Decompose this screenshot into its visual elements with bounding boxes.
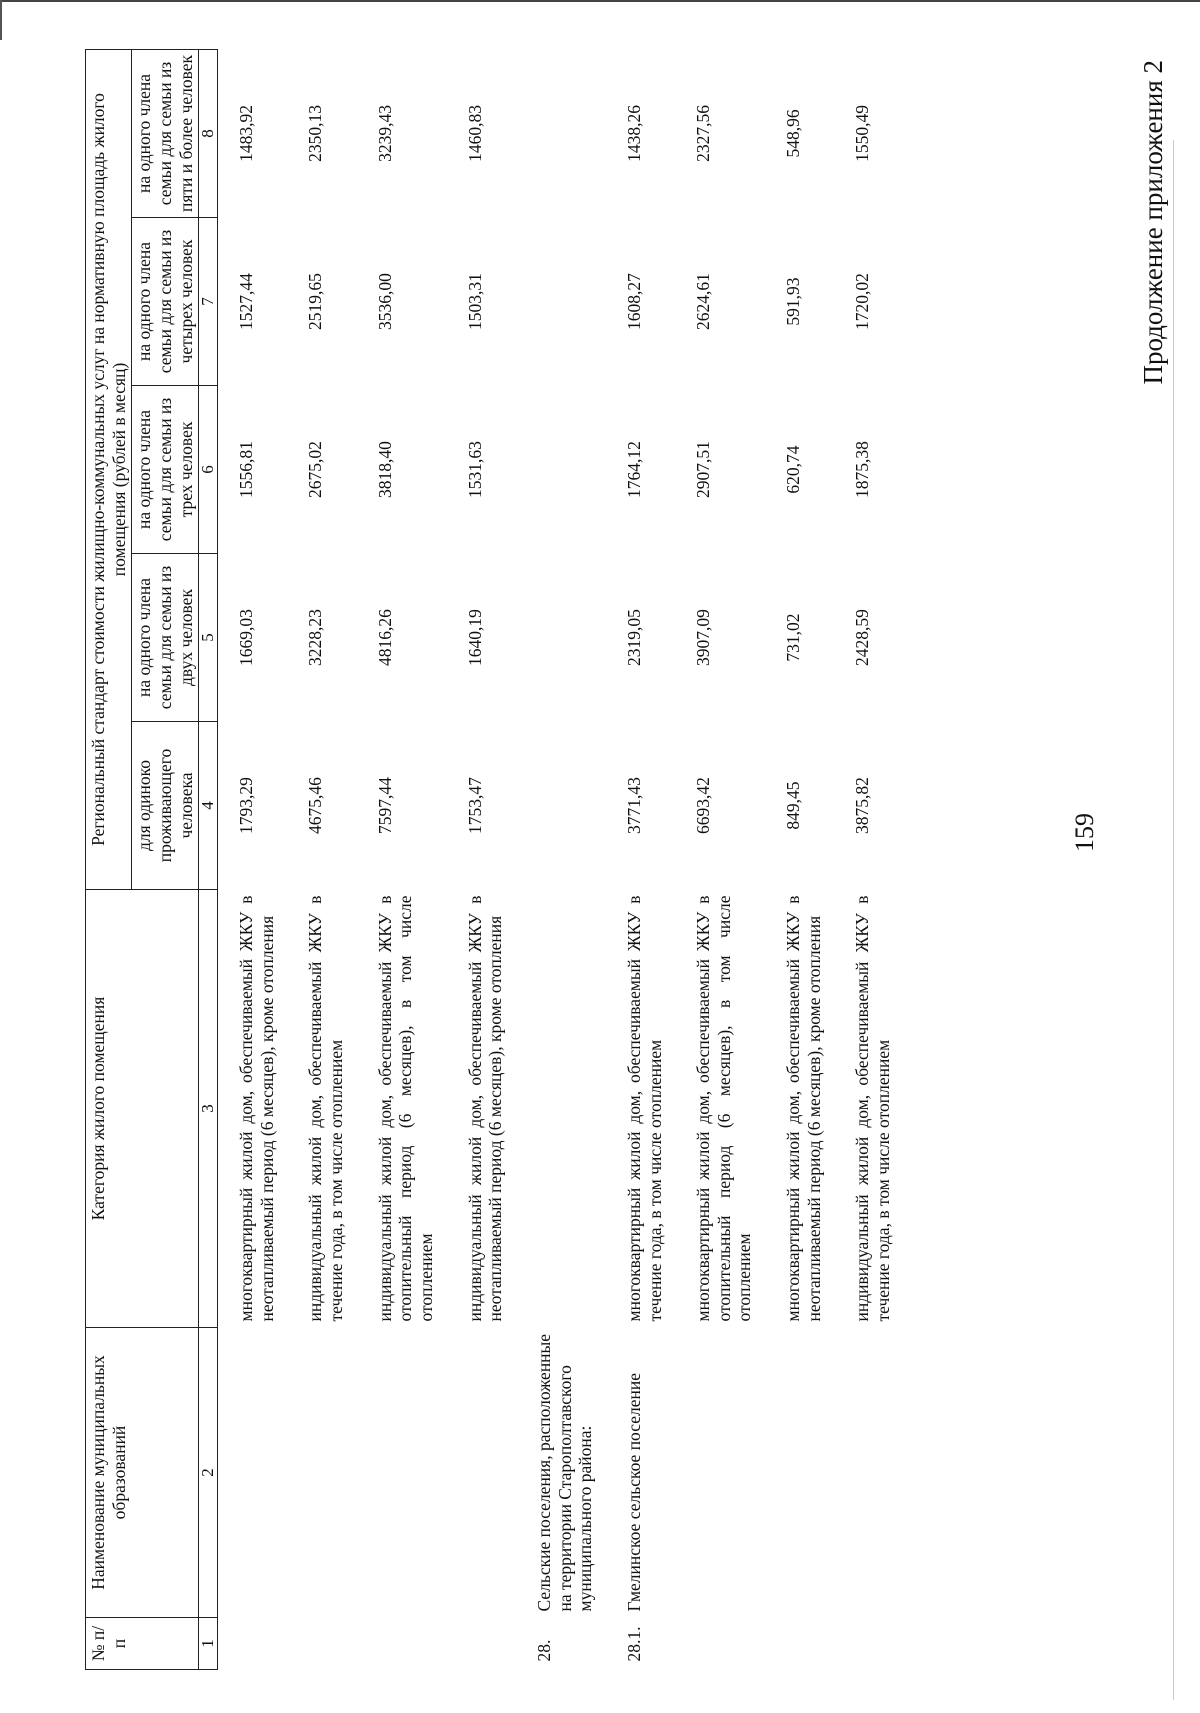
column-number: 2 (199, 1328, 218, 1618)
row-value-5: 3228,23 (305, 609, 326, 666)
table-row (675, 49, 765, 1669)
row-value-6: 1556,81 (236, 441, 257, 498)
row-municipality: Сельские поселения, расположенные на территории Старополтавского муниципального района: (533, 1333, 596, 1612)
row-municipality (357, 1328, 447, 1618)
appendix-title: Продолжение приложения 2 (1138, 60, 1168, 385)
header-name: Наименование муниципальных образований (86, 1328, 199, 1618)
row-category: многоквартирный жилой дом, обеспечиваемый ЖКУ в неотапливаемый период (6 месяцев), кроме отопления (236, 895, 277, 1322)
row-value-5: 1669,03 (236, 609, 257, 666)
column-number: 8 (199, 49, 218, 217)
row-number (447, 1618, 516, 1670)
row-value-7: 1503,31 (464, 273, 485, 330)
row-category: индивидуальный жилой дом, обеспечиваемый ЖКУ в неотапливаемый период (6 месяцев), кроме отопления (464, 895, 506, 1322)
row-value-6: 3818,40 (374, 441, 395, 498)
row-value-4: 3771,43 (623, 777, 644, 834)
row-number (287, 1618, 356, 1670)
row-category: многоквартирный жилой дом, обеспечиваемый ЖКУ в отопительный период (6 месяцев), в том числе отоплением (693, 895, 755, 1322)
header-sub-1: для одиноко проживающего человека (132, 722, 199, 890)
row-value-4: 1753,47 (464, 777, 485, 834)
row-category: многоквартирный жилой дом, обеспечиваемый ЖКУ в течение года, в том числе отоплением (623, 895, 665, 1322)
header-sub-3: на одного члена семьи для семьи из трех человек (132, 386, 199, 554)
row-value-7: 1720,02 (852, 273, 873, 330)
row-value-8: 1550,49 (852, 105, 873, 162)
column-number: 6 (199, 386, 218, 554)
table-row (606, 49, 675, 1669)
row-category: индивидуальный жилой дом, обеспечиваемый ЖКУ в отопительный период (6 месяцев), в том числе отоплением (374, 895, 437, 1322)
row-number: 28.1. (623, 1626, 644, 1662)
row-value-8: 2327,56 (693, 105, 714, 162)
row-value-5: 731,02 (783, 613, 804, 662)
row-number (675, 1618, 765, 1670)
row-number (357, 1618, 447, 1670)
row-value-4: 849,45 (783, 781, 804, 830)
row-value-6: 2675,02 (305, 441, 326, 498)
row-value-7: 3536,00 (374, 273, 395, 330)
row-value-4: 4675,46 (305, 777, 326, 834)
column-number: 7 (199, 218, 218, 386)
row-municipality (218, 1328, 288, 1618)
table-row (218, 49, 288, 1669)
row-value-6: 1875,38 (852, 441, 873, 498)
header-sub-2: на одного члена семьи для семьи из двух человек (132, 554, 199, 722)
row-value-4: 1793,29 (236, 777, 257, 834)
row-municipality: Гмелинское сельское поселение (623, 1373, 644, 1612)
header-category: Категория жилого помещения (86, 890, 199, 1328)
row-value-5 (516, 554, 606, 722)
row-municipality (765, 1328, 834, 1618)
row-value-5: 2319,05 (623, 609, 644, 666)
row-value-8: 1483,92 (236, 105, 257, 162)
row-value-4: 3875,82 (852, 777, 873, 834)
header-sub-4: на одного члена семьи для семьи из четырех человек (132, 218, 199, 386)
row-value-8 (516, 49, 606, 217)
row-number (765, 1618, 834, 1670)
scan-edge-left (0, 0, 2, 40)
header-num: № п/п (86, 1618, 199, 1670)
row-municipality (447, 1328, 516, 1618)
row-value-8: 3239,43 (374, 105, 395, 162)
row-category (516, 890, 606, 1328)
row-municipality (675, 1328, 765, 1618)
row-category: индивидуальный жилой дом, обеспечиваемый ЖКУ в течение года, в том числе отоплением (305, 895, 347, 1322)
page-number: 159 (1070, 813, 1099, 852)
table-row (834, 49, 903, 1669)
row-number (218, 1618, 288, 1670)
row-number (834, 1618, 903, 1670)
row-value-5: 1640,19 (464, 609, 485, 666)
row-value-7: 591,93 (783, 277, 804, 326)
page-content (50, 20, 1190, 1710)
column-number: 5 (199, 554, 218, 722)
column-number: 1 (199, 1618, 218, 1670)
row-number: 28. (533, 1639, 554, 1662)
row-value-7: 1527,44 (236, 273, 257, 330)
column-number: 4 (199, 722, 218, 890)
table-row (287, 49, 356, 1669)
row-value-4: 6693,42 (693, 777, 714, 834)
row-category: индивидуальный жилой дом, обеспечиваемый ЖКУ в течение года, в том числе отоплением (852, 895, 894, 1322)
row-value-7: 2519,65 (305, 273, 326, 330)
row-value-6: 1531,63 (464, 441, 485, 498)
table-row (765, 49, 834, 1669)
row-value-5: 4816,26 (374, 609, 395, 666)
row-value-4 (516, 722, 606, 890)
row-value-5: 2428,59 (852, 609, 873, 666)
row-value-8: 548,96 (783, 109, 804, 158)
row-value-5: 3907,09 (693, 609, 714, 666)
row-value-7: 2624,61 (693, 273, 714, 330)
table-row (357, 49, 447, 1669)
scan-edge-top (0, 0, 1200, 2)
table-row (516, 49, 606, 1669)
row-category: многоквартирный жилой дом, обеспечиваемый ЖКУ в неотапливаемый период (6 месяцев), кроме отопления (783, 895, 824, 1322)
table-body (218, 49, 904, 1669)
header-sub-5: на одного члена семьи для семьи из пяти и более человек (132, 49, 199, 217)
rotated-page (50, 20, 1190, 1710)
row-value-6: 620,74 (783, 445, 804, 494)
row-municipality (834, 1328, 903, 1618)
cost-standard-table (85, 49, 904, 1670)
row-value-7: 1608,27 (623, 273, 644, 330)
row-value-8: 1460,83 (464, 105, 485, 162)
row-value-8: 1438,26 (623, 105, 644, 162)
row-value-4: 7597,44 (374, 777, 395, 834)
row-value-8: 2350,13 (305, 105, 326, 162)
header-group: Региональный стандарт стоимости жилищно-коммунальных услуг на нормативную площадь жилого помещения (рублей в месяц) (86, 49, 132, 889)
column-number: 3 (199, 890, 218, 1328)
row-value-6: 2907,51 (693, 441, 714, 498)
table-row (447, 49, 516, 1669)
row-value-6: 1764,12 (623, 441, 644, 498)
row-municipality (287, 1328, 356, 1618)
row-value-7 (516, 218, 606, 386)
row-value-6 (516, 386, 606, 554)
